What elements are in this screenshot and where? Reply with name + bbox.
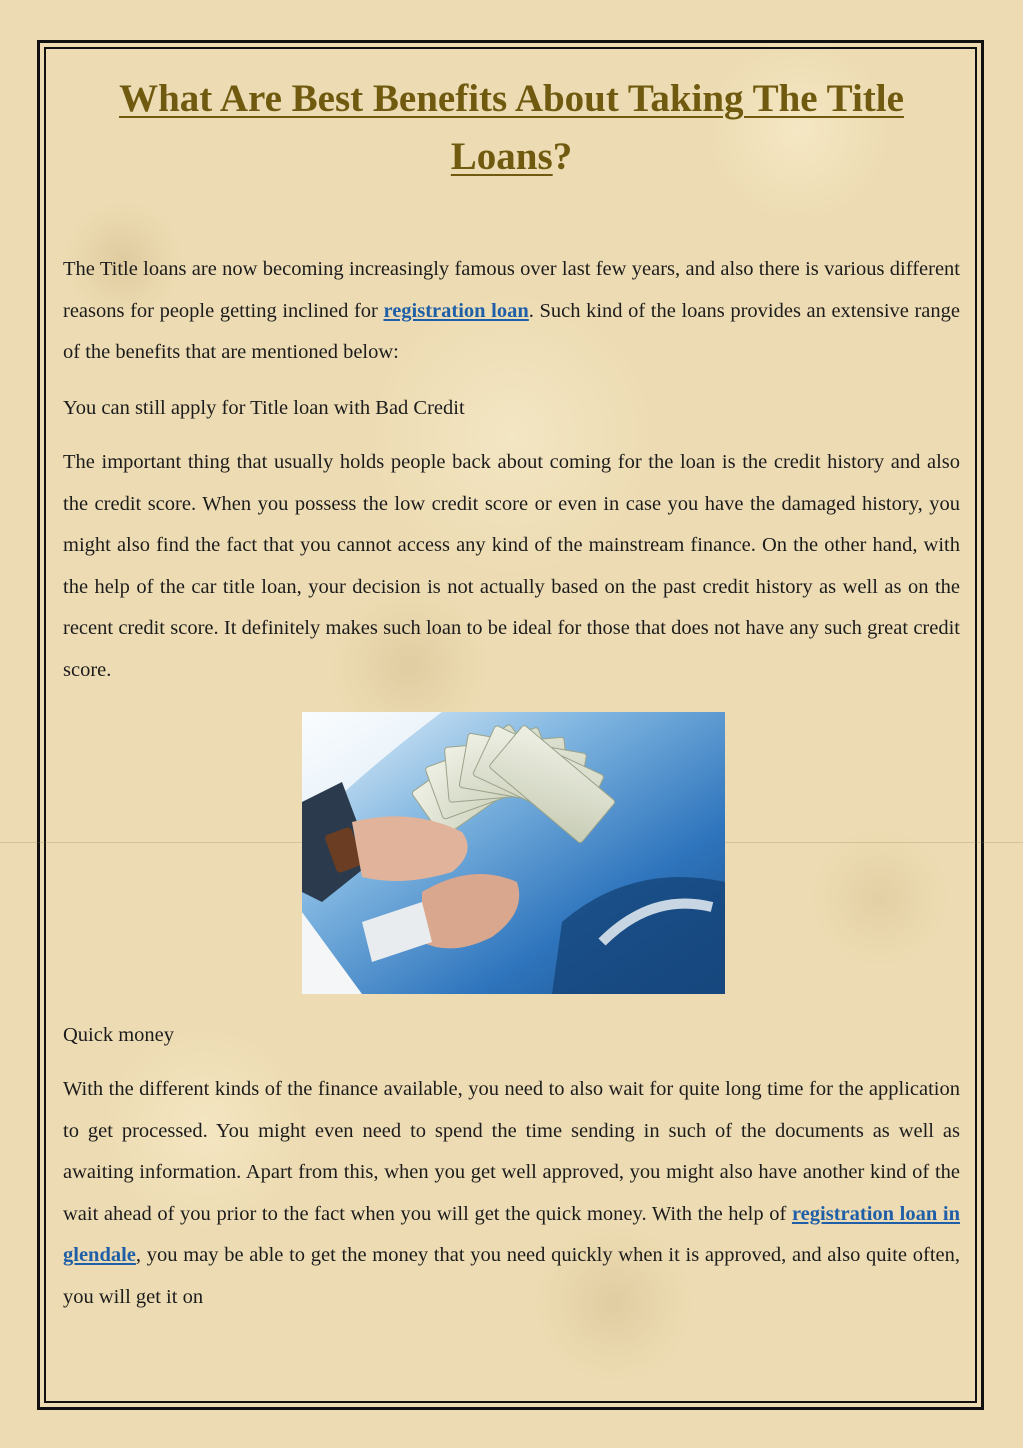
registration-loan-link[interactable]: registration loan	[383, 299, 529, 322]
intro-text-end: . Such kind of the loans provides an extensive range of the benefits that are mentioned below:	[63, 299, 960, 364]
page-title	[63, 70, 960, 186]
page-title-question-mark: ?	[552, 135, 573, 178]
quick-money-heading: Quick money	[63, 1024, 175, 1046]
cash-in-hands-illustration	[302, 712, 725, 994]
registration-loan-glendale-link[interactable]: registration loan in glendale	[63, 1202, 960, 1267]
bad-credit-heading: You can still apply for Title loan with Bad Credit	[63, 397, 465, 419]
page-title-text: What Are Best Benefits About Taking The Title Loans	[119, 77, 904, 178]
quick-money-text-start: With the different kinds of the finance available, you need to also wait for quite long time for the application to get processed. You might even need to spend the time sending in such of the documents as well as awaiting information. Apart from this, when you get well approved, you might also have another kind of the wait ahead of you prior to the fact when you will get the quick money. With the help of	[63, 1078, 960, 1225]
intro-paragraph	[63, 249, 960, 374]
bad-credit-paragraph: The important thing that usually holds people back about coming for the loan is the credit history and also the credit score. When you possess the low credit score or even in case you have the damaged history, you might also find the fact that you cannot access any kind of the mainstream finance. On the other hand, with the help of the car title loan, your decision is not actually based on the past credit history as well as on the recent credit score. It definitely makes such loan to be ideal for those that does not have any such great credit score.	[63, 451, 960, 681]
intro-text-start: The Title loans are now becoming increasingly famous over last few years, and also there is various different reasons for people getting inclined for	[63, 258, 960, 322]
quick-money-paragraph	[63, 1069, 960, 1319]
cash-in-hands-photo	[302, 712, 725, 994]
quick-money-text-end: , you may be able to get the money that you need quickly when it is approved, and also quite often, you will get it on	[63, 1244, 960, 1308]
